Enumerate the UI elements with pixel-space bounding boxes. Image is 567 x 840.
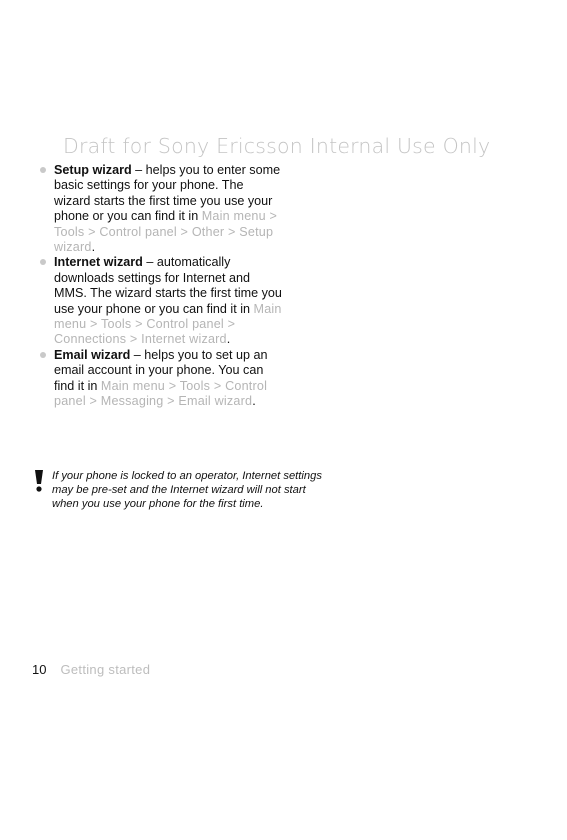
list-item-setup-wizard (32, 163, 282, 255)
item-term: Internet wizard (54, 255, 143, 270)
page-footer (32, 662, 150, 677)
item-end: . (91, 240, 96, 255)
item-term: Setup wizard (54, 163, 132, 177)
exclamation-icon (32, 469, 46, 493)
list-item-email-wizard (32, 348, 282, 410)
item-end: . (252, 394, 256, 409)
page-number: 10 (32, 662, 47, 677)
section-title: Getting started (60, 662, 151, 677)
bullet-icon (40, 352, 46, 358)
list-item-internet-wizard (32, 255, 282, 347)
item-description: – automatically downloads settings for Internet and MMS. The wizard starts the first time you use your phone or you can find it in (54, 255, 282, 316)
bullet-icon (40, 167, 46, 173)
note-block (32, 469, 322, 512)
item-description: – helps you to enter some basic settings for your phone. The wizard starts the first time you use your phone or you can find it in (54, 163, 281, 224)
item-description: – helps you to set up an email account in your phone. You can find it in (54, 347, 268, 393)
menu-path: Main menu > Tools > Control panel > Messaging > Email wizard (54, 378, 268, 409)
draft-watermark: Draft for Sony Ericsson Internal Use Only (63, 134, 491, 158)
wizard-list (32, 163, 282, 410)
menu-path: Main menu > Tools > Control panel > Other > Setup wizard (54, 209, 278, 255)
bullet-icon (40, 259, 46, 265)
item-term: Email wizard (54, 347, 131, 362)
note-text: If your phone is locked to an operator, Internet settings may be pre-set and the Internet wizard will not start when you use your phone for the first time. (52, 470, 322, 511)
menu-path: Main menu > Tools > Control panel > Connections > Internet wizard (54, 301, 282, 347)
item-end: . (226, 332, 231, 347)
